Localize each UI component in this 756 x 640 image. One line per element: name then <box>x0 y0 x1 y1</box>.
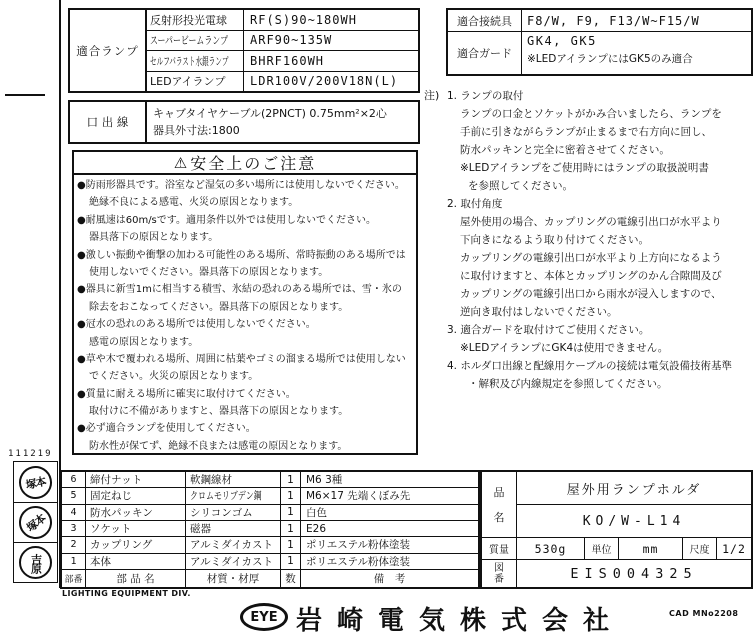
lead-wire-box <box>68 100 420 144</box>
lamp-model-value: BHRF160WH <box>250 53 325 68</box>
note-line: ・解釈及び内線規定を参照してください。 <box>468 378 668 390</box>
safety-line: 感電の原因となります。 <box>89 336 199 348</box>
guard-label: 適合ガード <box>448 32 522 74</box>
lamp-row <box>147 30 418 51</box>
cad-note: CAD MNo2208 <box>669 609 739 618</box>
lead-wire-spec: キャブタイヤケーブル(2PNCT) 0.75mm²×2心 <box>153 107 387 120</box>
approval-stamps <box>13 461 58 583</box>
safety-line: ●防雨形器具です。浴室など湿気の多い場所には使用しないでください。 <box>77 180 405 191</box>
dwg-label-top: 図 <box>494 562 504 574</box>
part-material: シリコンゴム <box>186 505 281 520</box>
safety-line: 防水性が保てず、絶縁不良または感電の原因となります。 <box>89 440 348 452</box>
safety-line: 使用しないでください。器具落下の原因となります。 <box>89 266 329 278</box>
note-line: ランプの口金とソケットがかみ合いましたら、ランプを <box>460 108 722 120</box>
division-text: LIGHTING EQUIPMENT DIV. <box>62 589 191 598</box>
fitting-table <box>446 8 753 76</box>
note-line: 手前に引きながらランプが止まるまで右方向に回し、 <box>460 126 712 138</box>
safety-text <box>74 175 416 455</box>
parts-row <box>62 553 478 569</box>
safety-line: でください。火災の原因となります。 <box>89 371 259 383</box>
part-remark: M6×17 先端くぼみ先 <box>306 490 411 503</box>
parts-row <box>62 472 478 487</box>
product-label-bottom: 名 <box>493 510 505 524</box>
notes-prefix: 注) <box>424 89 440 102</box>
part-remark: 白色 <box>306 506 327 519</box>
note-line: 逆向き取付はしないでください。 <box>460 306 618 318</box>
part-material: アルミダイカスト <box>186 554 281 569</box>
part-qty: 1 <box>281 472 301 487</box>
stamp-cell <box>14 502 57 542</box>
model-number: KO/W-L14 <box>582 513 686 529</box>
parts-table <box>60 470 480 589</box>
lamp-type-label: LEDアイランプ <box>147 72 244 92</box>
mass-unit-scale-row <box>482 538 751 560</box>
guard-row <box>448 32 751 74</box>
part-no: 4 <box>62 505 86 520</box>
note-line: 4. ホルダ口出線と配線用ケーブルの接続は電気設備技術基準 <box>447 360 732 372</box>
lamp-model-value: ARF90~135W <box>250 33 333 48</box>
scale-value: 1/2 <box>722 541 746 556</box>
product-name-section <box>482 472 751 538</box>
header-part-no: 部番 <box>62 570 86 587</box>
parts-row <box>62 487 478 503</box>
guard-value-cell <box>522 32 751 74</box>
part-name: ソケット <box>86 521 186 536</box>
lamp-row <box>147 71 418 92</box>
part-remark: M6 3種 <box>306 474 343 487</box>
connector-value: F8/W, F9, F13/W~F15/W <box>527 13 700 28</box>
dwg-label-bottom: 番 <box>494 573 504 585</box>
safety-line: 取付けに不備がありますと、器具落下の原因となります。 <box>89 406 349 418</box>
part-name: カップリング <box>86 537 186 552</box>
note-line: 1. ランプの取付 <box>447 90 524 102</box>
lead-wire-dimension: 器具外寸法:1800 <box>153 124 240 137</box>
header-part-remark: 備 考 <box>373 573 406 585</box>
product-label-top: 品 <box>493 486 505 500</box>
note-line: ※LEDアイランプにGK4は使用できません。 <box>460 342 669 354</box>
drawing-no-label <box>482 560 517 587</box>
drawing-no-row <box>482 560 751 587</box>
part-no: 1 <box>62 554 86 569</box>
lamp-row <box>147 10 418 30</box>
part-material: クロムモリブデン鋼 <box>186 488 281 503</box>
notes-section <box>424 87 756 393</box>
parts-row <box>62 536 478 552</box>
lamp-row <box>147 50 418 71</box>
safety-line: 絶縁不良による感電、火災の原因となります。 <box>89 197 299 209</box>
note-line: カップリングの電線引出口が水平より上方向になるよう <box>460 252 722 264</box>
note-line: カップリングの電線引出口から雨水が浸入しますので、 <box>460 288 722 300</box>
part-remark: ポリエステル粉体塗装 <box>306 555 411 568</box>
safety-warning-box <box>72 150 418 455</box>
note-line: を参照してください。 <box>468 180 573 192</box>
note-line: に取付けますと、本体とカップリングのかん合隙間及び <box>460 270 722 282</box>
lamp-type-label: セルフバラスト水銀ランプ <box>147 51 244 71</box>
lamp-type-label: 反射形投光電球 <box>147 10 244 30</box>
part-no: 5 <box>62 488 86 503</box>
hanko-stamp-seal: 塚本 <box>12 499 58 545</box>
unit-value: mm <box>619 538 683 559</box>
safety-line: 器具落下の原因となります。 <box>89 232 219 244</box>
note-line: 下向きになるよう取り付けてください。 <box>460 234 649 246</box>
lamp-table-label: 適合ランプ <box>70 10 147 91</box>
note-line: 屋外使用の場合、カップリングの電線引出口が水平より <box>460 216 722 228</box>
lamp-type-label: スーパービームランプ <box>147 31 244 51</box>
guard-value: GK4, GK5 <box>527 34 597 48</box>
eye-logo <box>240 603 288 631</box>
compatible-lamp-table <box>68 8 420 93</box>
part-remark: E26 <box>306 522 326 535</box>
warning-icon: ⚠ <box>173 153 190 172</box>
scale-label: 尺度 <box>683 538 717 559</box>
note-line: 2. 取付角度 <box>447 198 503 210</box>
part-name: 固定ねじ <box>86 488 186 503</box>
parts-row <box>62 520 478 536</box>
lamp-model-value: LDR100V/200V18N(L) <box>250 74 399 89</box>
approval-date: 111219 <box>8 449 53 459</box>
safety-line: ●必ず適合ランプを使用してください。 <box>77 423 256 435</box>
part-name: 防水パッキン <box>86 505 186 520</box>
safety-line: ●器具に新雪1mに相当する積雪、氷結の恐れのある場所では、雪・氷の <box>77 284 402 296</box>
product-name-values <box>517 472 751 537</box>
title-block <box>480 470 753 589</box>
header-part-qty: 数 <box>281 570 301 587</box>
product-name-label <box>482 472 517 537</box>
safety-title: 安全上のご注意 <box>190 154 317 173</box>
part-name: 本体 <box>86 554 186 569</box>
margin-tick <box>5 94 45 96</box>
part-remark: ポリエステル粉体塗装 <box>306 539 411 552</box>
lead-wire-value <box>147 102 418 142</box>
part-qty: 1 <box>281 537 301 552</box>
part-material: 軟鋼線材 <box>186 472 281 487</box>
parts-header-row <box>62 569 478 587</box>
safety-line: ●耐風速は60m/sです。適用条件以外では使用しないでください。 <box>77 214 376 226</box>
product-name: 屋外用ランプホルダ <box>517 472 751 505</box>
hanko-stamp-seal: 塚本 <box>16 462 55 501</box>
part-qty: 1 <box>281 505 301 520</box>
stamp-cell <box>14 542 57 582</box>
part-qty: 1 <box>281 554 301 569</box>
hanko-stamp-seal: 吉原 <box>19 546 52 579</box>
note-line: ※LEDアイランプをご使用時にはランプの取扱説明書 <box>460 162 709 174</box>
part-qty: 1 <box>281 488 301 503</box>
part-no: 6 <box>62 472 86 487</box>
safety-line: ●激しい振動や衝撃の加わる可能性のある場所、常時振動のある場所では <box>77 249 406 261</box>
part-name: 締付ナット <box>86 472 186 487</box>
part-no: 3 <box>62 521 86 536</box>
mass-value: 530g <box>517 538 585 559</box>
part-material: アルミダイカスト <box>186 537 281 552</box>
note-line: 3. 適合ガードを取付けてご使用ください。 <box>447 324 650 336</box>
safety-title-bar <box>74 152 416 175</box>
company-name: 岩崎電気株式会社 <box>296 606 625 636</box>
header-part-material: 材質・材厚 <box>186 570 281 587</box>
unit-label: 単位 <box>585 538 619 559</box>
stamp-cell <box>14 462 57 502</box>
safety-line: ●冠水の恐れのある場所では使用しないでください。 <box>77 319 316 331</box>
notes-text <box>447 87 756 393</box>
safety-line: ●草や木で覆われる場所、周囲に枯葉やゴミの溜まる場所では使用しない <box>77 353 406 365</box>
note-line: 防水パッキンと完全に密着させてください。 <box>460 144 670 156</box>
connector-label: 適合接続具 <box>448 10 522 31</box>
lamp-model-value: RF(S)90~180WH <box>250 12 357 27</box>
part-material: 磁器 <box>186 521 281 536</box>
parts-rows <box>62 472 478 569</box>
parts-row <box>62 504 478 520</box>
header-part-name: 部 品 名 <box>86 570 186 587</box>
lamp-table-rows <box>147 10 418 91</box>
lead-wire-label: 口 出 線 <box>70 102 147 142</box>
mass-label: 質量 <box>482 538 517 559</box>
connector-row <box>448 10 751 32</box>
drawing-number: EIS004325 <box>570 565 698 582</box>
safety-line: ●質量に耐える場所に確実に取付けてください。 <box>77 388 296 400</box>
part-no: 2 <box>62 537 86 552</box>
safety-line: 除去をおこなってください。器具落下の原因となります。 <box>89 301 349 313</box>
part-qty: 1 <box>281 521 301 536</box>
eye-logo-text: EYE <box>250 609 278 625</box>
guard-note: ※LEDアイランプにはGK5のみ適合 <box>527 53 693 65</box>
